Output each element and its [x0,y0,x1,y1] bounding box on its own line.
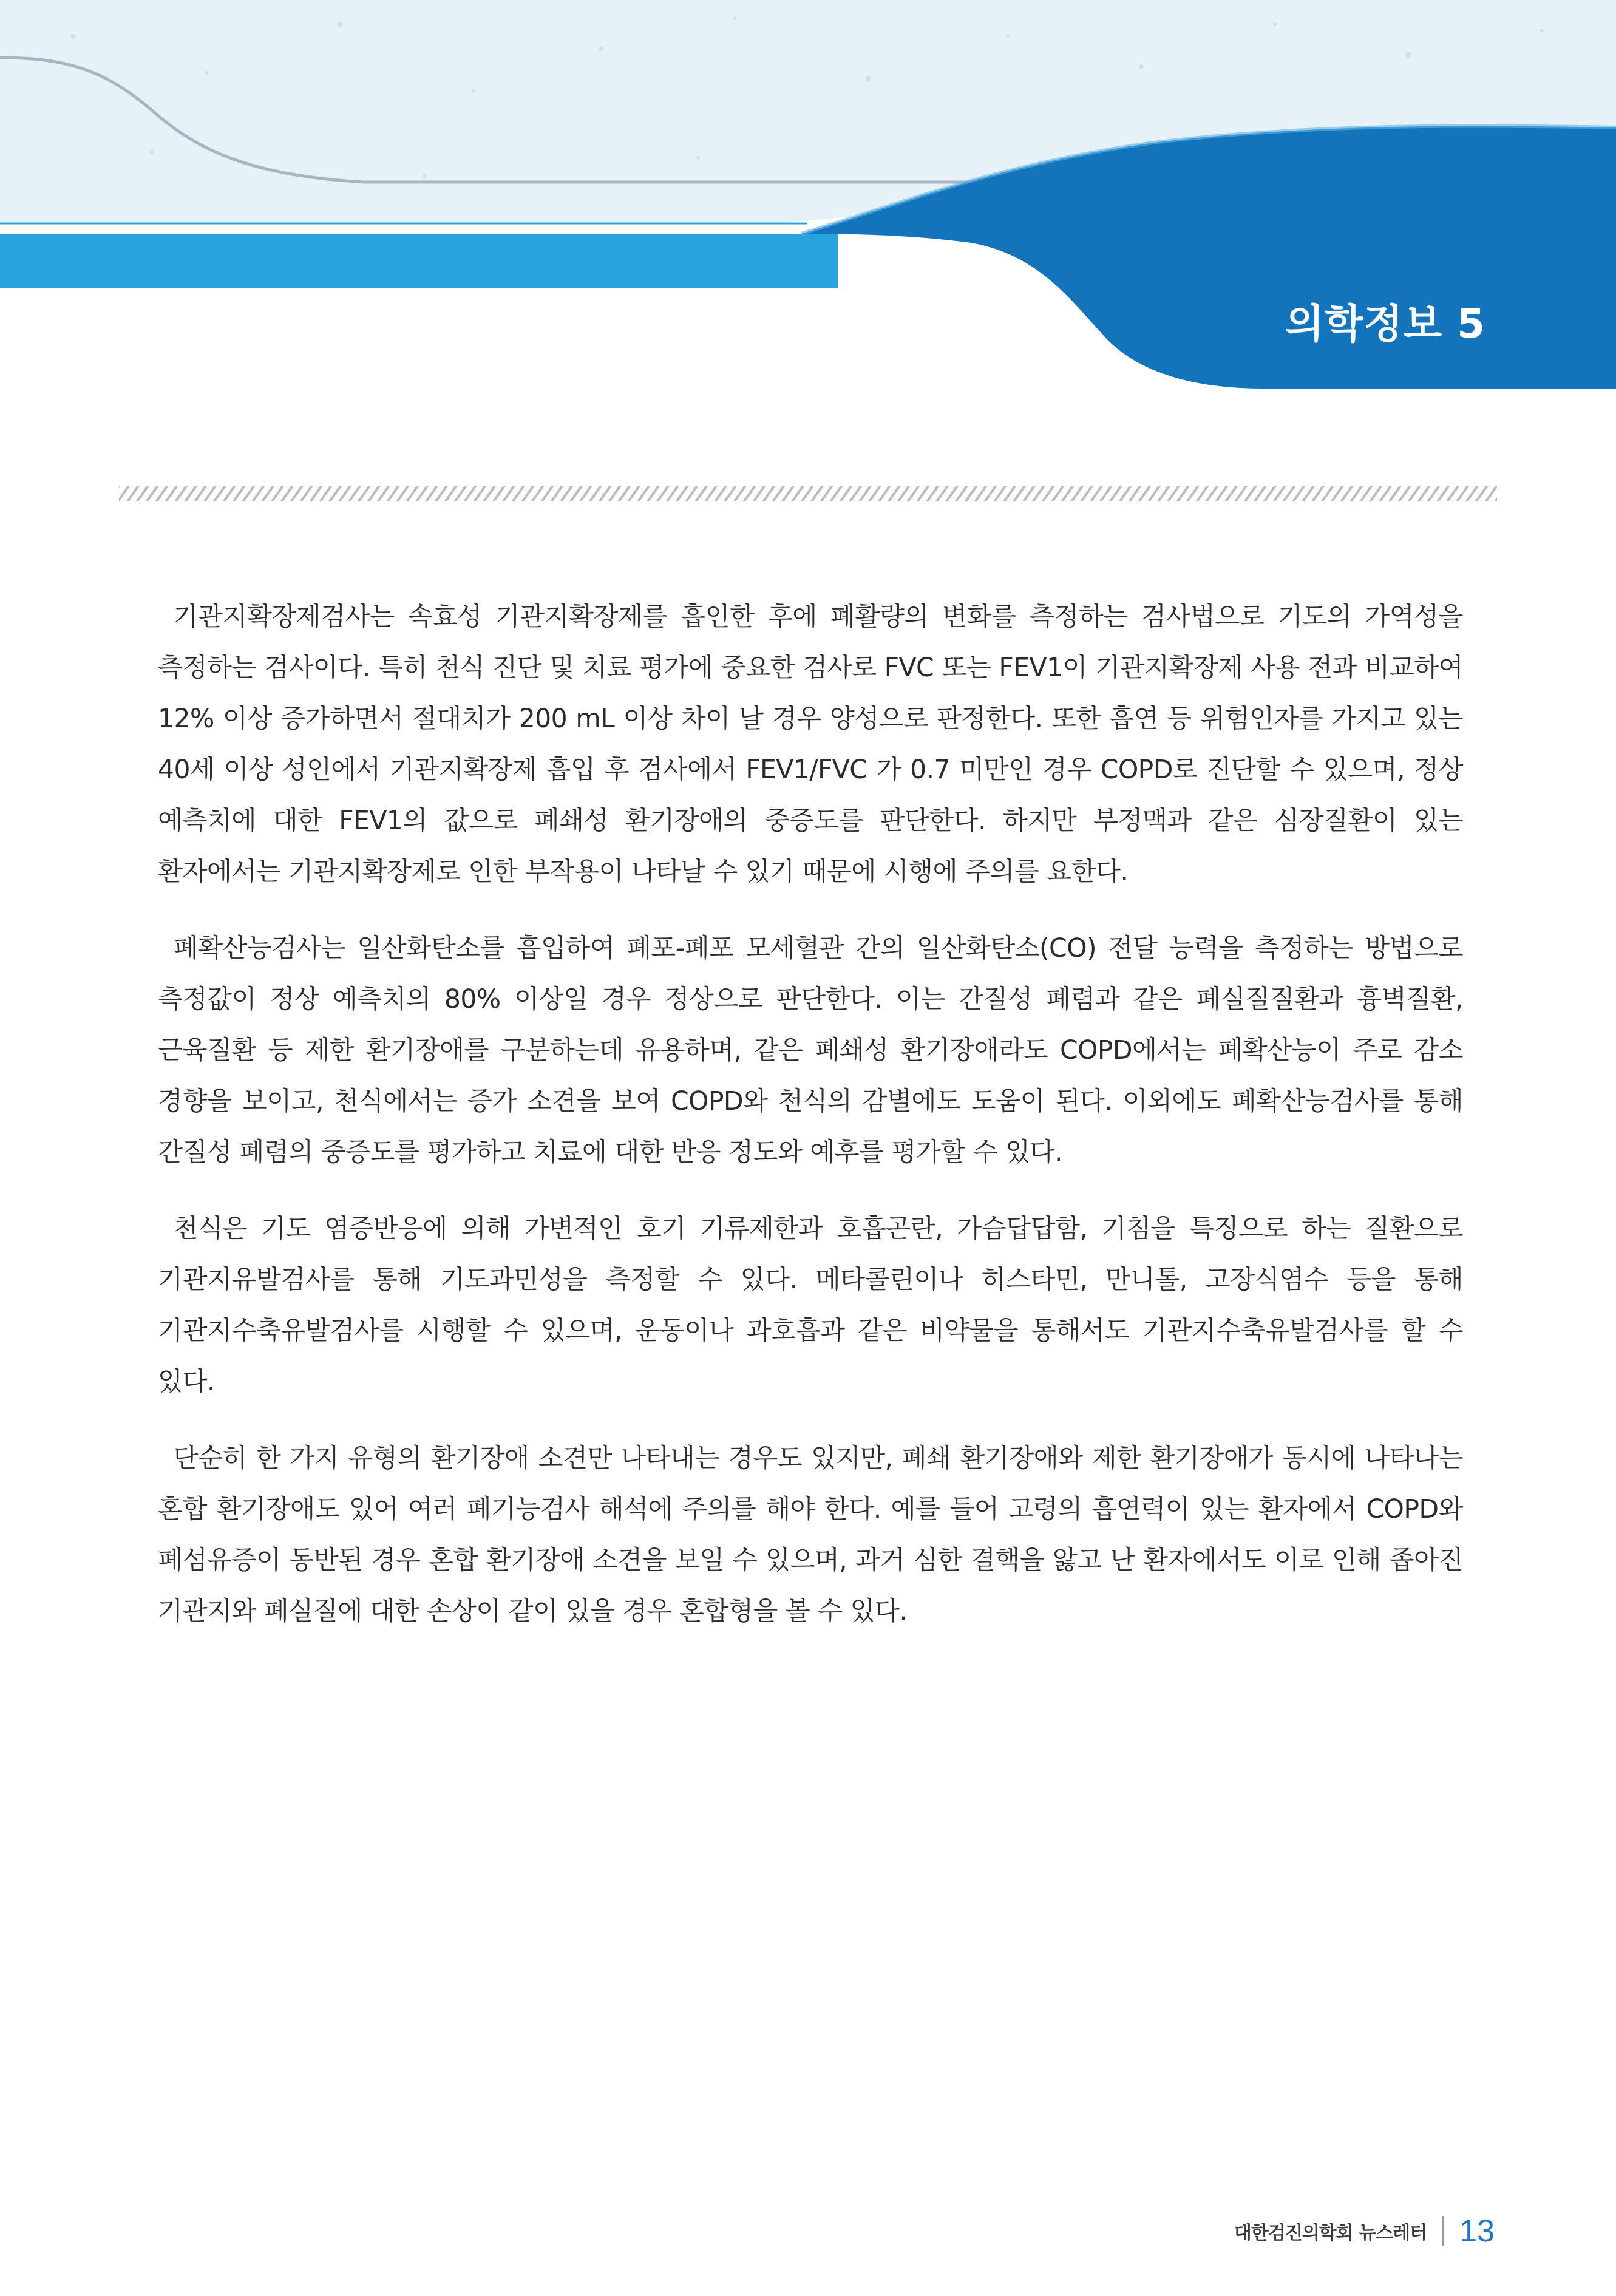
footer [1234,2207,1495,2255]
footer-publication-name: 대한검진의학회 뉴스레터 [1234,2223,1427,2244]
paragraph-bronchodilator-test: 기관지확장제검사는 속효성 기관지확장제를 흡인한 후에 폐활량의 변화를 측정하는 검사법으로 기도의 가역성을 측정하는 검사이다. 특히 천식 진단 및 치료 평가에 중요한 검사로 FVC 또는 FEV1이 기관지확장제 사용 전과 비교하여 12% 이상 증가하면서 절대치가 200 mL 이상 차이 날 경우 양성으로 판정한다. 또한 흡연 등 위험인자를 가지고 있는 40세 이상 성인에서 기관지확장제 흡입 후 검사에서 FEV1/FVC 가 0.7 미만인 경우 COPD로 진단할 수 있으며, 정상 예측치에 대한 FEV1의 값으로 폐쇄성 환기장애의 중증도를 판단한다. 하지만 부정맥과 같은 심장질환이 있는 환자에서는 기관지확장제로 인한 부작용이 나타날 수 있기 때문에 시행에 주의를 요한다. [158,602,1463,887]
article-body [158,592,1463,1663]
paragraph-asthma-provocation: 천식은 기도 염증반응에 의해 가변적인 호기 기류제한과 호흡곤란, 가슴답답함, 기침을 특징으로 하는 질환으로 기관지유발검사를 통해 기도과민성을 측정할 수 있다. 메타콜린이나 히스타민, 만니톨, 고장식염수 등을 통해 기관지수축유발검사를 시행할 수 있으며, 운동이나 과호흡과 같은 비약물을 통해서도 기관지수축유발검사를 할 수 있다. [158,1214,1463,1397]
header-cyan-stripe [0,234,838,288]
footer-separator [1442,2216,1444,2246]
page-number: 13 [1459,2213,1495,2249]
divider-hatch [119,486,1497,501]
paragraph-diffusion-test: 폐확산능검사는 일산화탄소를 흡입하여 폐포-폐포 모세혈관 간의 일산화탄소(CO) 전달 능력을 측정하는 방법으로 측정값이 정상 예측치의 80% 이상일 경우 정상으로 판단한다. 이는 간질성 폐렴과 같은 폐실질질환과 흉벽질환, 근육질환 등 제한 환기장애를 구분하는데 유용하며, 같은 폐쇄성 환기장애라도 COPD에서는 폐확산능이 주로 감소 경향을 보이고, 천식에서는 증가 소견을 보여 COPD와 천식의 감별에도 도움이 된다. 이외에도 폐확산능검사를 통해 간질성 폐렴의 중증도를 평가하고 치료에 대한 반응 정도와 예후를 평가할 수 있다. [158,934,1463,1167]
header-decoration [0,0,1616,425]
paragraph-mixed-ventilation: 단순히 한 가지 유형의 환기장애 소견만 나타내는 경우도 있지만, 폐쇄 환기장애와 제한 환기장애가 동시에 나타나는 혼합 환기장애도 있어 여러 폐기능검사 해석에 주의를 해야 한다. 예를 들어 고령의 흡연력이 있는 환자에서 COPD와 폐섬유증이 동반된 경우 혼합 환기장애 소견을 보일 수 있으며, 과거 심한 결핵을 앓고 난 환자에서도 이로 인해 좁아진 기관지와 폐실질에 대한 손상이 같이 있을 경우 혼합형을 볼 수 있다. [158,1444,1463,1626]
section-title: 의학정보 5 [1285,301,1485,347]
